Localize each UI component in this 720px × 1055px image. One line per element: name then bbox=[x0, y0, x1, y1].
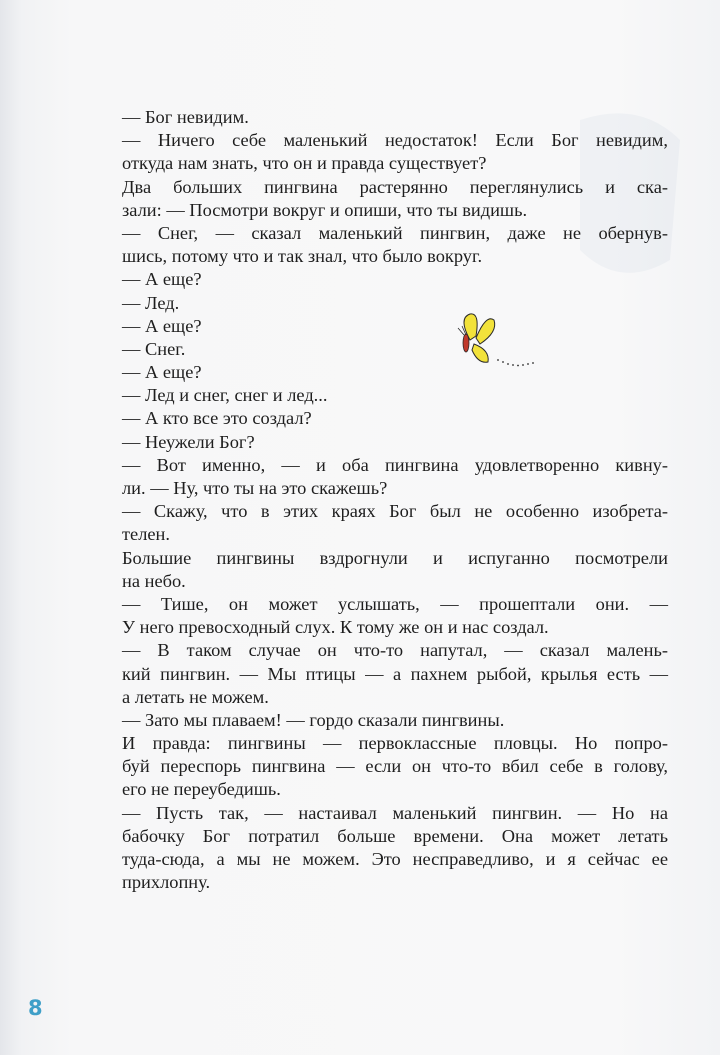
text-line: — Тише, он может услышать, — прошептали они. — bbox=[122, 593, 668, 614]
butterfly-illustration bbox=[440, 310, 550, 370]
text-line: откуда нам знать, что он и правда существует? bbox=[122, 153, 487, 174]
text-line: — Лед. bbox=[122, 292, 180, 313]
text-line: на небо. bbox=[122, 570, 186, 591]
text-line: его не переубедишь. bbox=[122, 779, 281, 800]
text-line: телен. bbox=[122, 524, 170, 545]
text-line: — Лед и снег, снег и лед... bbox=[122, 385, 328, 406]
text-line: — Вот именно, — и оба пингвина удовлетворенно кивну- bbox=[122, 454, 668, 475]
butterfly-icon bbox=[458, 314, 495, 362]
text-line: ли. — Ну, что ты на это скажешь? bbox=[122, 478, 388, 498]
text-line: — Скажу, что в этих краях Бог был не особенно изобрета- bbox=[122, 501, 668, 522]
text-line: — А кто все это создал? bbox=[122, 408, 312, 429]
text-line: — А еще? bbox=[122, 269, 202, 290]
text-line: — Пусть так, — настаивал маленький пингвин. — Но на bbox=[122, 802, 668, 823]
flight-trail bbox=[497, 359, 534, 366]
text-line: И правда: пингвины — первоклассные пловцы. Но попро- bbox=[122, 733, 668, 754]
text-line: зали: — Посмотри вокруг и опиши, что ты видишь. bbox=[122, 199, 528, 220]
text-line: кий пингвин. — Мы птицы — а пахнем рыбой, крылья есть — bbox=[122, 663, 668, 684]
text-line: — Бог невидим. bbox=[122, 107, 249, 127]
text-line: — Неужели Бог? bbox=[122, 431, 255, 452]
story-text bbox=[122, 106, 668, 894]
text-line: прихлопну. bbox=[122, 872, 211, 893]
text-line: а летать не можем. bbox=[122, 686, 269, 707]
text-line: — Снег. bbox=[122, 338, 186, 359]
text-line: — Зато мы плаваем! — гордо сказали пингвины. bbox=[122, 709, 505, 730]
text-line: — А еще? bbox=[122, 315, 202, 336]
text-line: — В таком случае он что-то напутал, — сказал малень- bbox=[122, 640, 668, 661]
text-line: Большие пингвины вздрогнули и испуганно посмотрели bbox=[122, 547, 668, 568]
text-line: шись, потому что и так знал, что было вокруг. bbox=[122, 246, 483, 267]
text-line: У него превосходный слух. К тому же он и нас создал. bbox=[122, 617, 549, 638]
text-line: Два больших пингвина растерянно переглянулись и ска- bbox=[122, 176, 668, 197]
text-line: — Снег, — сказал маленький пингвин, даже не обернув- bbox=[122, 222, 668, 243]
text-line: бабочку Бог потратил больше времени. Она может летать bbox=[122, 825, 668, 846]
text-line: — А еще? bbox=[122, 362, 202, 383]
text-line: туда-сюда, а мы не можем. Это несправедливо, и я сейчас ее bbox=[122, 849, 668, 869]
text-line: — Ничего себе маленький недостаток! Если Бог невидим, bbox=[122, 130, 668, 151]
text-line: буй переспорь пингвина — если он что-то вбил себе в голову, bbox=[122, 756, 668, 777]
page-number: 8 bbox=[28, 996, 43, 1020]
